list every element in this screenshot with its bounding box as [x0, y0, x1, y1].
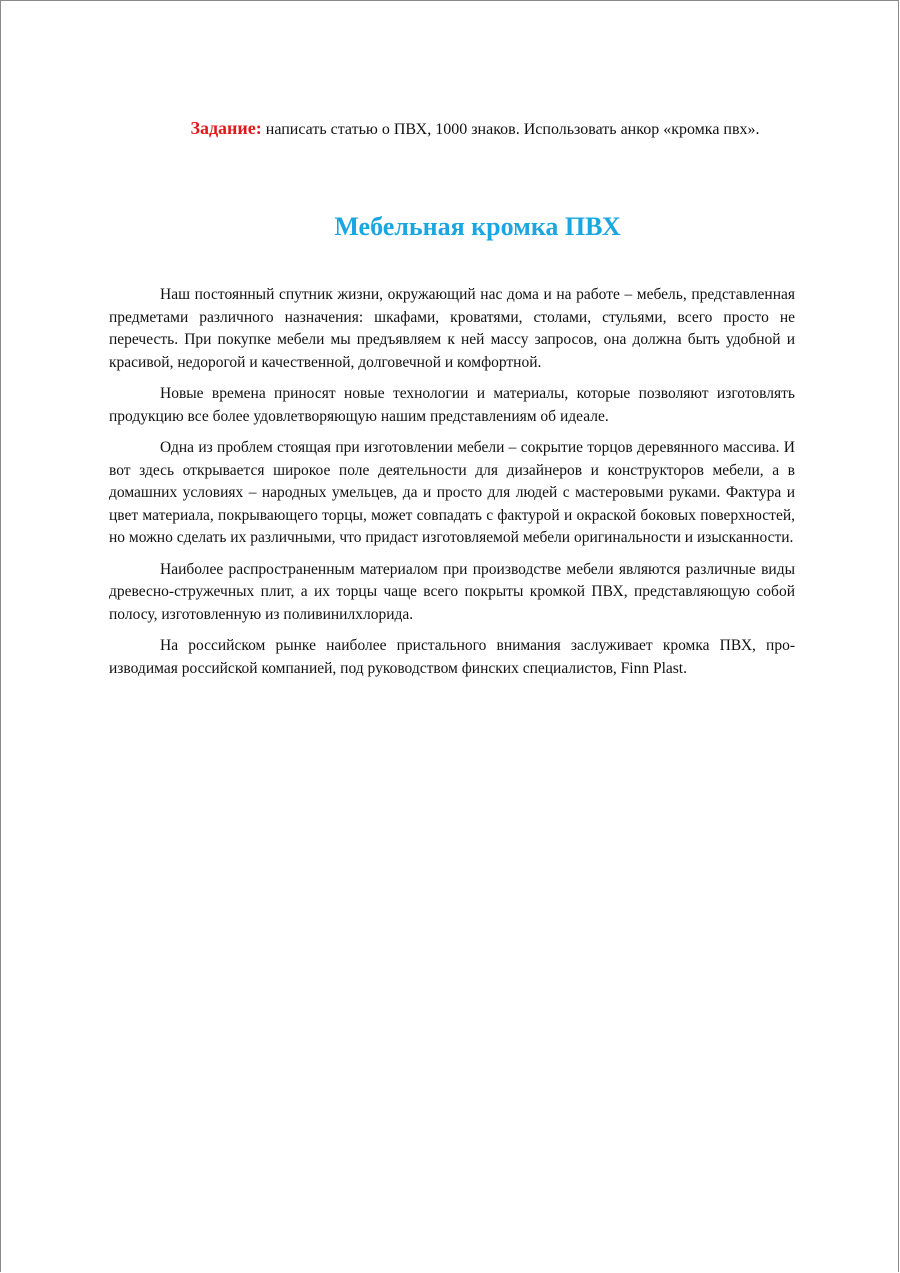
paragraph: На российском рынке наиболее пристального внимания заслуживает кромка ПВХ, производимая российской компанией, под руководством финских специалистов, Finn Plast.: [109, 637, 795, 677]
paragraph: Наиболее распространенным материалом при производстве мебели являются различные виды древесно-стружечных плит, а их торцы чаще всего покрыты кромкой ПВХ, представляющую собой полосу, изготовленную из поливинилхлорида.: [109, 560, 795, 623]
paragraph: Наш постоянный спутник жизни, окружающий нас дома и на работе – мебель, представленная предметами различного назначения: шкафами, кроватями, столами, стульями, всего просто не перечесть. При покупке мебели мы предъявляем к ней массу запросов, она должна быть удобной и красивой, недорогой и качественной, долговечной и комфортной.: [109, 286, 795, 371]
task-label: Задание:: [190, 118, 262, 138]
task-text: написать статью о ПВХ, 1000 знаков. Использовать анкор «кромка пвх».: [265, 121, 760, 138]
article-title: Мебельная кромка ПВХ: [334, 212, 621, 241]
paragraph: Одна из проблем стоящая при изготовлении мебели – сокрытие торцов деревянного массива. И вот здесь открывается широкое поле деятельности для дизайнеров и конструкторов мебели, а в домашних условиях – народных умельцев, да и просто для людей с мастеровыми руками. Фактура и цвет материала, покрывающего торцы, может совпадать с фактурой и окраской боковых поверхностей, но можно сделать их различными, что придаст изготовляемой мебели оригинальности и изысканности.: [109, 439, 795, 546]
task-statement: [0, 117, 900, 141]
article-body: [109, 284, 795, 689]
paragraph: Новые времена приносят новые технологии и материалы, которые позволяют изготовлять продукцию все более удовлетворяющую нашим представлениям об идеале.: [109, 385, 795, 425]
